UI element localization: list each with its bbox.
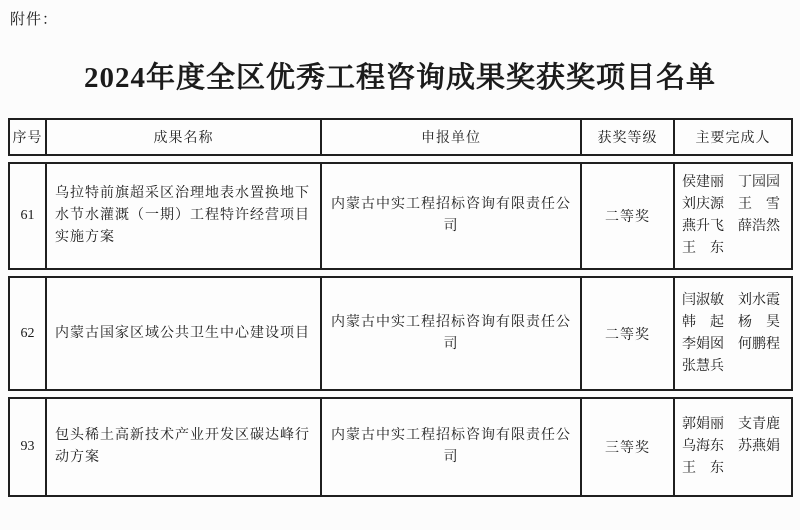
attachment-label: 附件：: [10, 12, 59, 28]
completer-line: 侯建丽 丁园园: [682, 175, 780, 190]
table-row: [8, 162, 793, 270]
cell-award-level: 二等奖: [580, 276, 673, 391]
cell-index: 62: [8, 276, 45, 391]
completer-line: 李娟囡 何鹏程: [682, 336, 780, 352]
cell-achievement-name: 包头稀土高新技术产业开发区碳达峰行动方案: [45, 397, 320, 497]
column-header-index: 序号: [8, 118, 45, 156]
completer-line: 王 东: [682, 241, 724, 256]
completer-line: 王 东: [682, 461, 724, 476]
page-title: 2024年度全区优秀工程咨询成果奖获奖项目名单: [83, 62, 716, 94]
column-header-organization: 申报单位: [320, 118, 580, 156]
completer-line: 张慧兵: [682, 358, 724, 374]
cell-index: 93: [8, 397, 45, 497]
completer-line: 乌海东 苏燕娟: [682, 439, 780, 454]
awards-table: [8, 112, 793, 503]
cell-completers: [673, 397, 793, 497]
cell-achievement-name: 乌拉特前旗超采区治理地表水置换地下水节水灌溉（一期）工程特许经营项目实施方案: [45, 162, 320, 270]
cell-organization: 内蒙古中实工程招标咨询有限责任公司: [320, 276, 580, 391]
cell-completers: [673, 276, 793, 391]
cell-award-level: 二等奖: [580, 162, 673, 270]
cell-award-level: 三等奖: [580, 397, 673, 497]
completer-line: 燕升飞 薛浩然: [682, 219, 780, 234]
cell-organization: 内蒙古中实工程招标咨询有限责任公司: [320, 397, 580, 497]
table-header-row: [8, 118, 793, 156]
column-header-completers: 主要完成人: [673, 118, 793, 156]
cell-completers: [673, 162, 793, 270]
completer-line: 韩 起 杨 昊: [682, 314, 780, 330]
table-row: [8, 276, 793, 391]
cell-achievement-name: 内蒙古国家区域公共卫生中心建设项目: [45, 276, 320, 391]
column-header-award-level: 获奖等级: [580, 118, 673, 156]
table-row: [8, 397, 793, 497]
completer-line: 郭娟丽 支青鹿: [682, 417, 780, 432]
cell-index: 61: [8, 162, 45, 270]
cell-organization: 内蒙古中实工程招标咨询有限责任公司: [320, 162, 580, 270]
column-header-achievement: 成果名称: [45, 118, 320, 156]
completer-line: 刘庆源 王 雪: [682, 197, 780, 212]
completer-line: 闫淑敏 刘水霞: [682, 292, 780, 308]
